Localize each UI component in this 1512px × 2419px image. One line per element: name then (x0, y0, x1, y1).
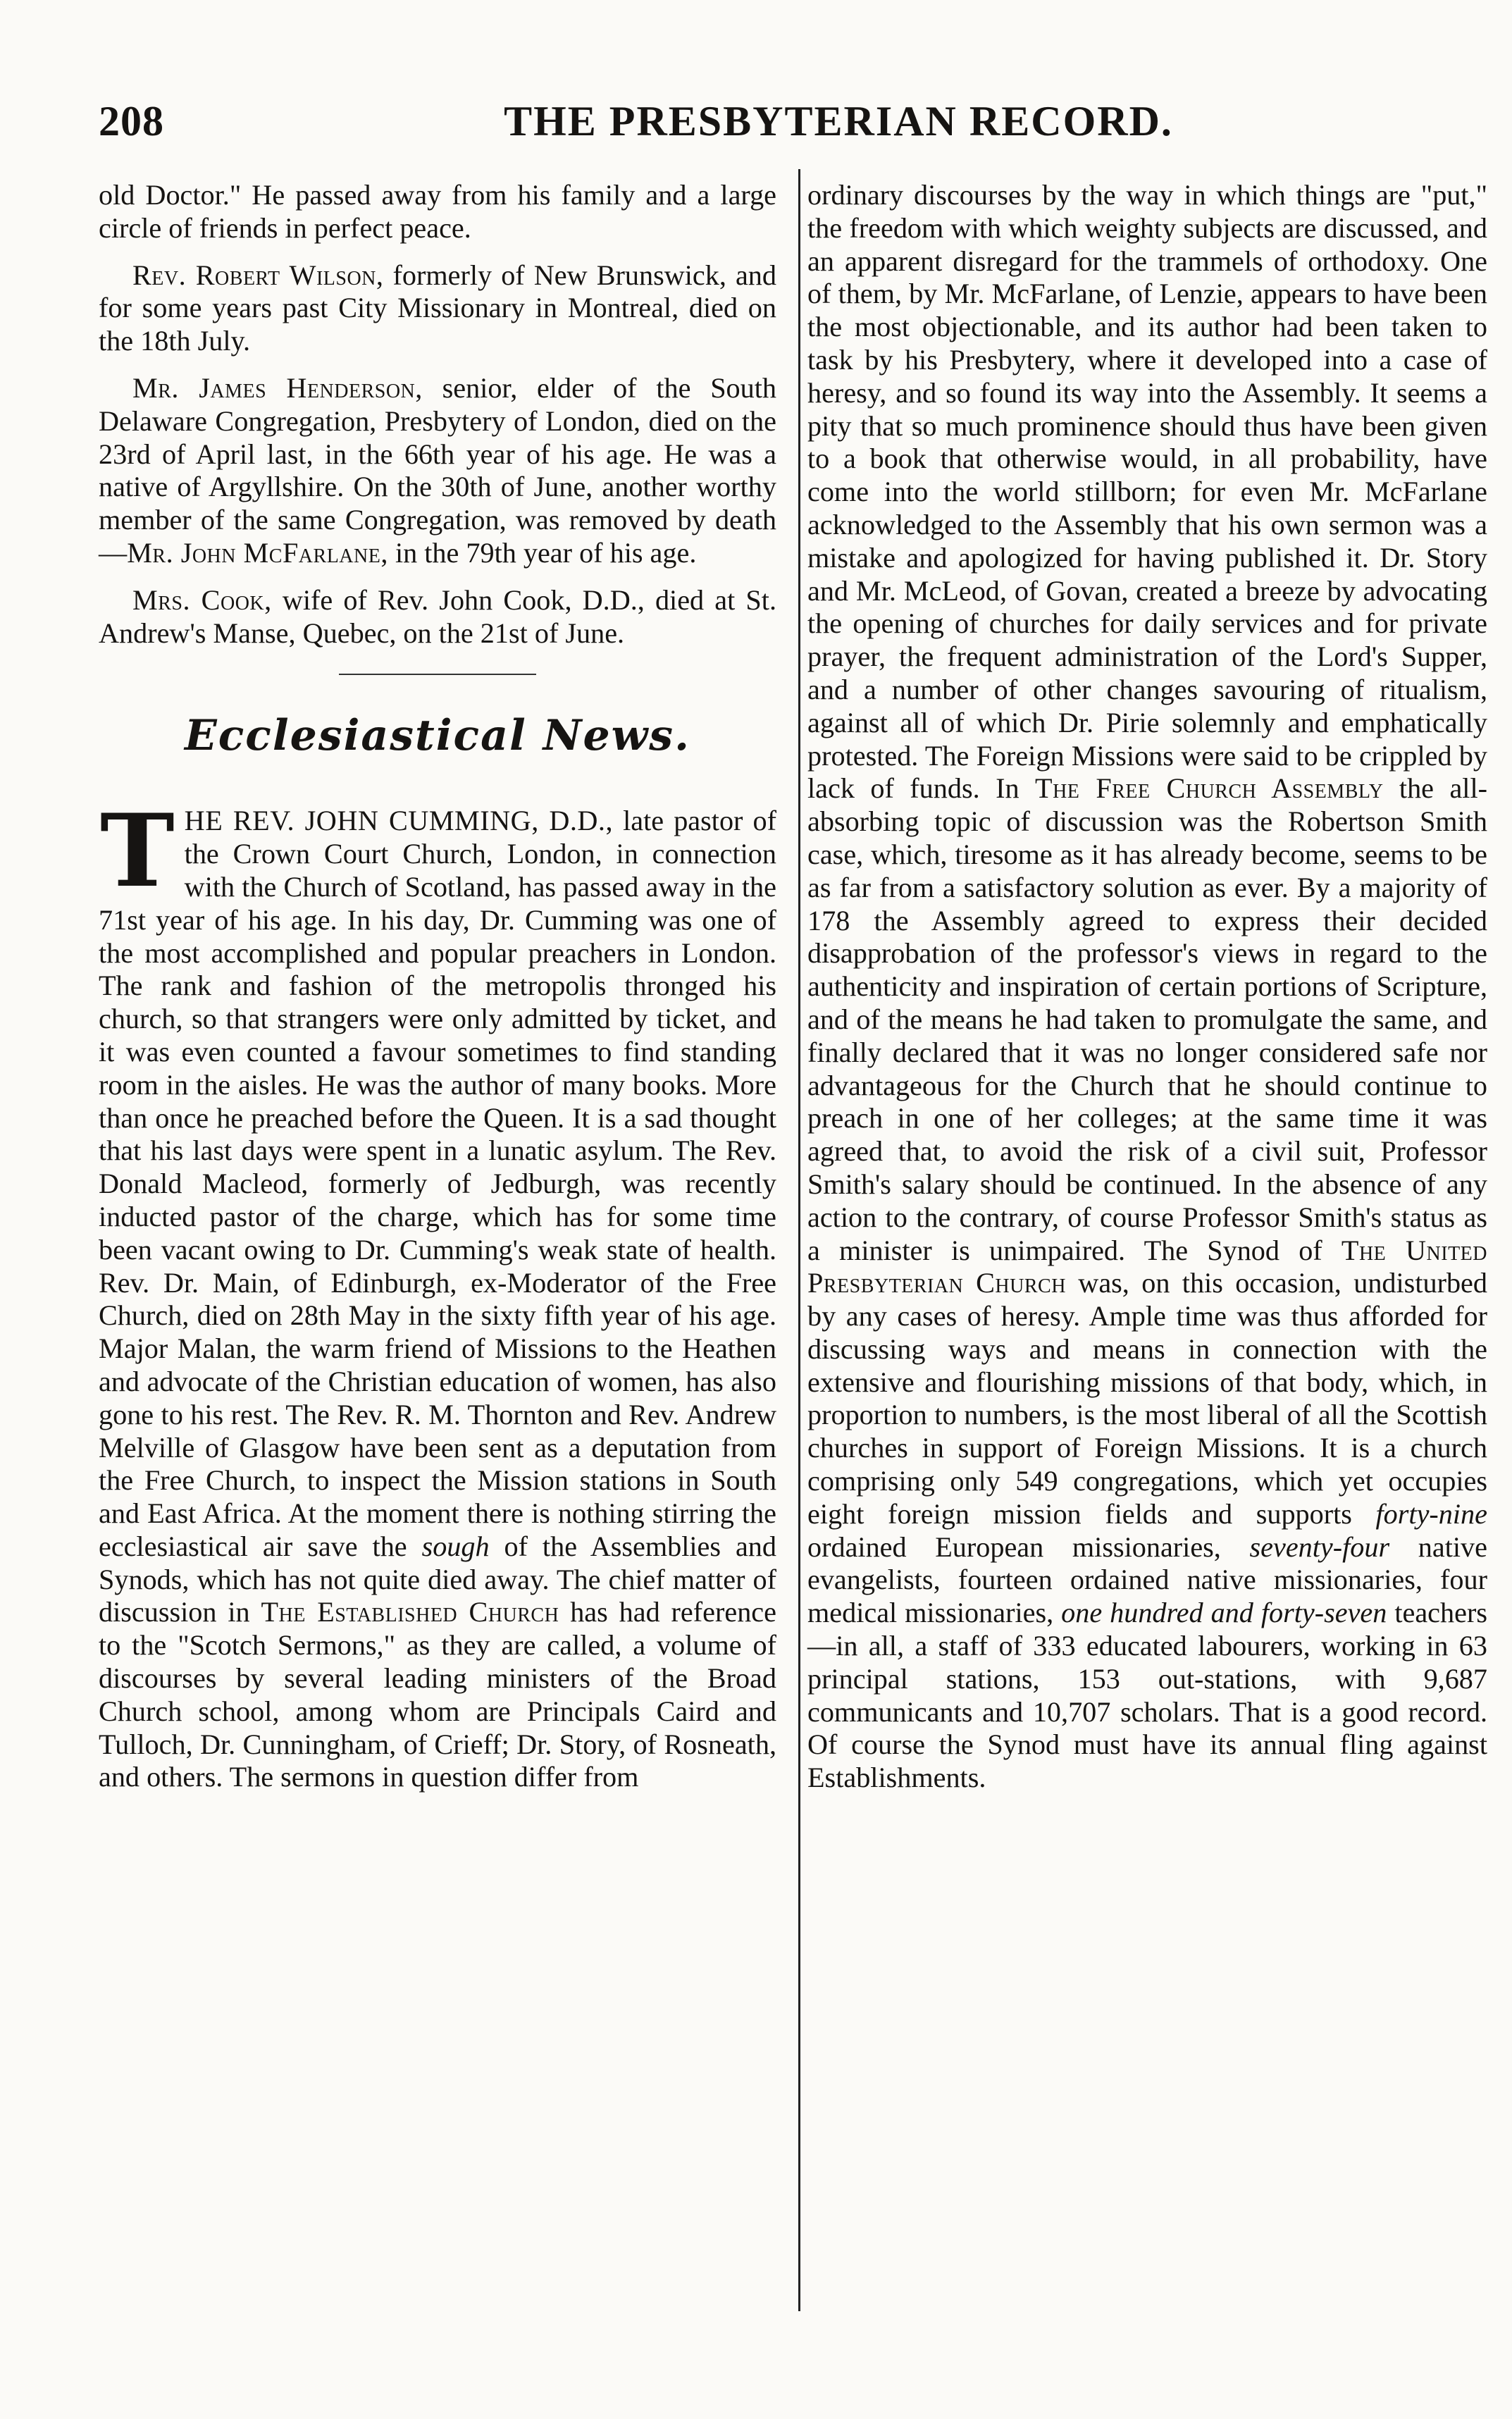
obituary-text: wife of Rev. John Cook, D.D., died at St. Andrew's Manse, Quebec, on the 21st of June. (99, 583, 776, 649)
news-paragraph (99, 793, 776, 1794)
obituary-name: Rev. Robert Wilson, (132, 259, 384, 291)
news-established-church: The Established Church (261, 1596, 559, 1628)
news-free-church-assembly: The Free Church Assembly (1035, 772, 1384, 805)
section-divider-rule (339, 674, 536, 675)
news-united-presbyterian: The United Presbyterian Church (807, 1234, 1487, 1299)
obituary-text-tail: in the 79th year of his age. (388, 536, 697, 569)
news-continued-part2: the all-absorbing topic of discussion was the Robertson Smith case, which, tiresome as it has already become, seems to be as far from a satisfactory solution as ever. By a majority of 178 the Assembly agreed to express their decided disapprobation of the professor's views in regard to the authenticity and inspiration of certain portions of Scripture, and of the means he had taken to promulgate the same, and finally declared that it was no longer considered safe nor advantageous for the Church that he should continue to preach in one of her colleges; at the same time it was agreed that, to avoid the risk of a civil suit, Professor Smith's salary should be continued. In the absence of any action to the contrary, of course Professor Smith's status as a minister is unimpaired. The Synod of (807, 772, 1487, 1266)
page-number: 208 (99, 98, 164, 144)
right-column (807, 179, 1487, 1795)
obituary-text: formerly of New Brunswick, and for some years past City Missionary in Montreal, died on the 18th July. (99, 259, 776, 357)
running-header (99, 93, 1485, 149)
section-heading: Ecclesiastical News. (185, 711, 690, 761)
obituary-robert-wilson (99, 259, 776, 358)
news-lead-in: HE REV. JOHN CUMMING, D.D., (184, 805, 614, 837)
news-continued-part4: ordained European missionaries, (807, 1530, 1250, 1563)
column-divider (798, 169, 800, 2311)
obituary-name-secondary: Mr. John McFarlane, (127, 536, 388, 569)
news-continued-part5: native evangelists, fourteen ordained native missionaries, four medical missionaries, (807, 1530, 1487, 1629)
left-column (99, 179, 776, 1794)
obituary-paragraph-continued (99, 179, 776, 245)
news-italic-seventy-four: seventy-four (1249, 1530, 1390, 1563)
news-italic-forty-nine: forty-nine (1375, 1497, 1487, 1530)
drop-cap: T (100, 793, 175, 910)
news-italic-one-hundred: one hundred and forty-seven (1061, 1597, 1387, 1629)
news-continued-part3: was, on this occasion, undisturbed by any cases of heresy. Ample time was thus afforded for discussing ways and means in connection with the extensive and flourishing missions of that body, which, in proportion to numbers, is the most liberal of all the Scottish churches in support of Foreign Missions. It is a church comprising only 549 congregations, which yet occupies eight foreign mission fields and supports (807, 1267, 1487, 1530)
news-text-part1: late pastor of the Crown Court Church, London, in connection with the Church of Scotland, has passed away in the 71st year of his age. In his day, Dr. Cumming was one of the most accomplished and popular preachers in London. The rank and fashion of the metropolis thronged his church, so that strangers were only admitted by ticket, and it was even counted a favour sometimes to find standing room in the aisles. He was the author of many books. More than once he preached before the Queen. It is a sad thought that his last days were spent in a lunatic asylum. The Rev. Donald Macleod, formerly of Jedburgh, was recently inducted pastor of the charge, which has for some time been vacant owing to Dr. Cumming's weak state of health. Rev. Dr. Main, of Edinburgh, ex-Moderator of the Free Church, died on 28th May in the sixty fifth year of his age. Major Malan, the warm friend of Missions to the Heathen and advocate of the Christian education of women, has also gone to his rest. The Rev. R. M. Thornton and Rev. Andrew Melville of Glasgow have been sent as a deputation from the Free Church, to inspect the Mission stations in South and East Africa. At the moment there is nothing stirring the ecclesiastical air save the (99, 805, 776, 1562)
obituary-text: senior, elder of the South Delaware Congregation, Presbytery of London, died on the 23rd of April last, in the 66th year of his age. He was a native of Argyllshire. On the 30th of June, another worthy member of the same Congregation, was removed by death— (99, 371, 776, 569)
obituary-name: Mrs. Cook, (132, 583, 272, 616)
news-italic-sough: sough (421, 1530, 490, 1562)
news-continued-part6: teachers—in all, a staff of 333 educated labourers, working in 63 principal stations, 153 out-stations, with 9,687 communicants and 10,707 scholars. That is a good record. Of course the Synod must have its annual fling against Establishments. (807, 1597, 1487, 1794)
news-text-part3: has had reference to the "Scotch Sermons," as they are called, a volume of discourses by several leading ministers of the Broad Church school, among whom are Principals Caird and Tulloch, Dr. Cunningham, of Crieff; Dr. Story, of Rosneath, and others. The sermons in question differ from (99, 1596, 776, 1793)
obituary-james-henderson (99, 372, 776, 570)
running-title: THE PRESBYTERIAN RECORD. (504, 98, 1173, 144)
news-paragraph-continued (807, 179, 1487, 1795)
obituary-continued-text: old Doctor." He passed away from his family and a large circle of friends in perfect peace. (99, 179, 776, 244)
news-continued-part1: ordinary discourses by the way in which things are "put," the freedom with which weighty subjects are discussed, and an apparent disregard for the trammels of orthodoxy. One of them, by Mr. McFarlane, of Lenzie, appears to have been the most objectionable, and its author had been taken to task by his Presbytery, where it developed into a case of heresy, and so found its way into the Assembly. It seems a pity that so much prominence should thus have been given to a book that otherwise would, in all probability, have come into the world stillborn; for even Mr. McFarlane acknowledged to the Assembly that his own sermon was a mistake and apologized for having published it. Dr. Story and Mr. McLeod, of Govan, created a breeze by advocating the opening of churches for daily services and for private prayer, the frequent administration of the Lord's Supper, and a number of other changes savouring of ritualism, against all of which Dr. Pirie solemnly and emphatically protested. The Foreign Missions were said to be crippled by lack of funds. In (807, 179, 1487, 805)
obituary-name: Mr. James Henderson, (132, 371, 423, 404)
obituary-mrs-cook (99, 584, 776, 650)
news-text-part2: of the Assemblies and Synods, which has not quite died away. The chief matter of discussion in (99, 1530, 776, 1628)
